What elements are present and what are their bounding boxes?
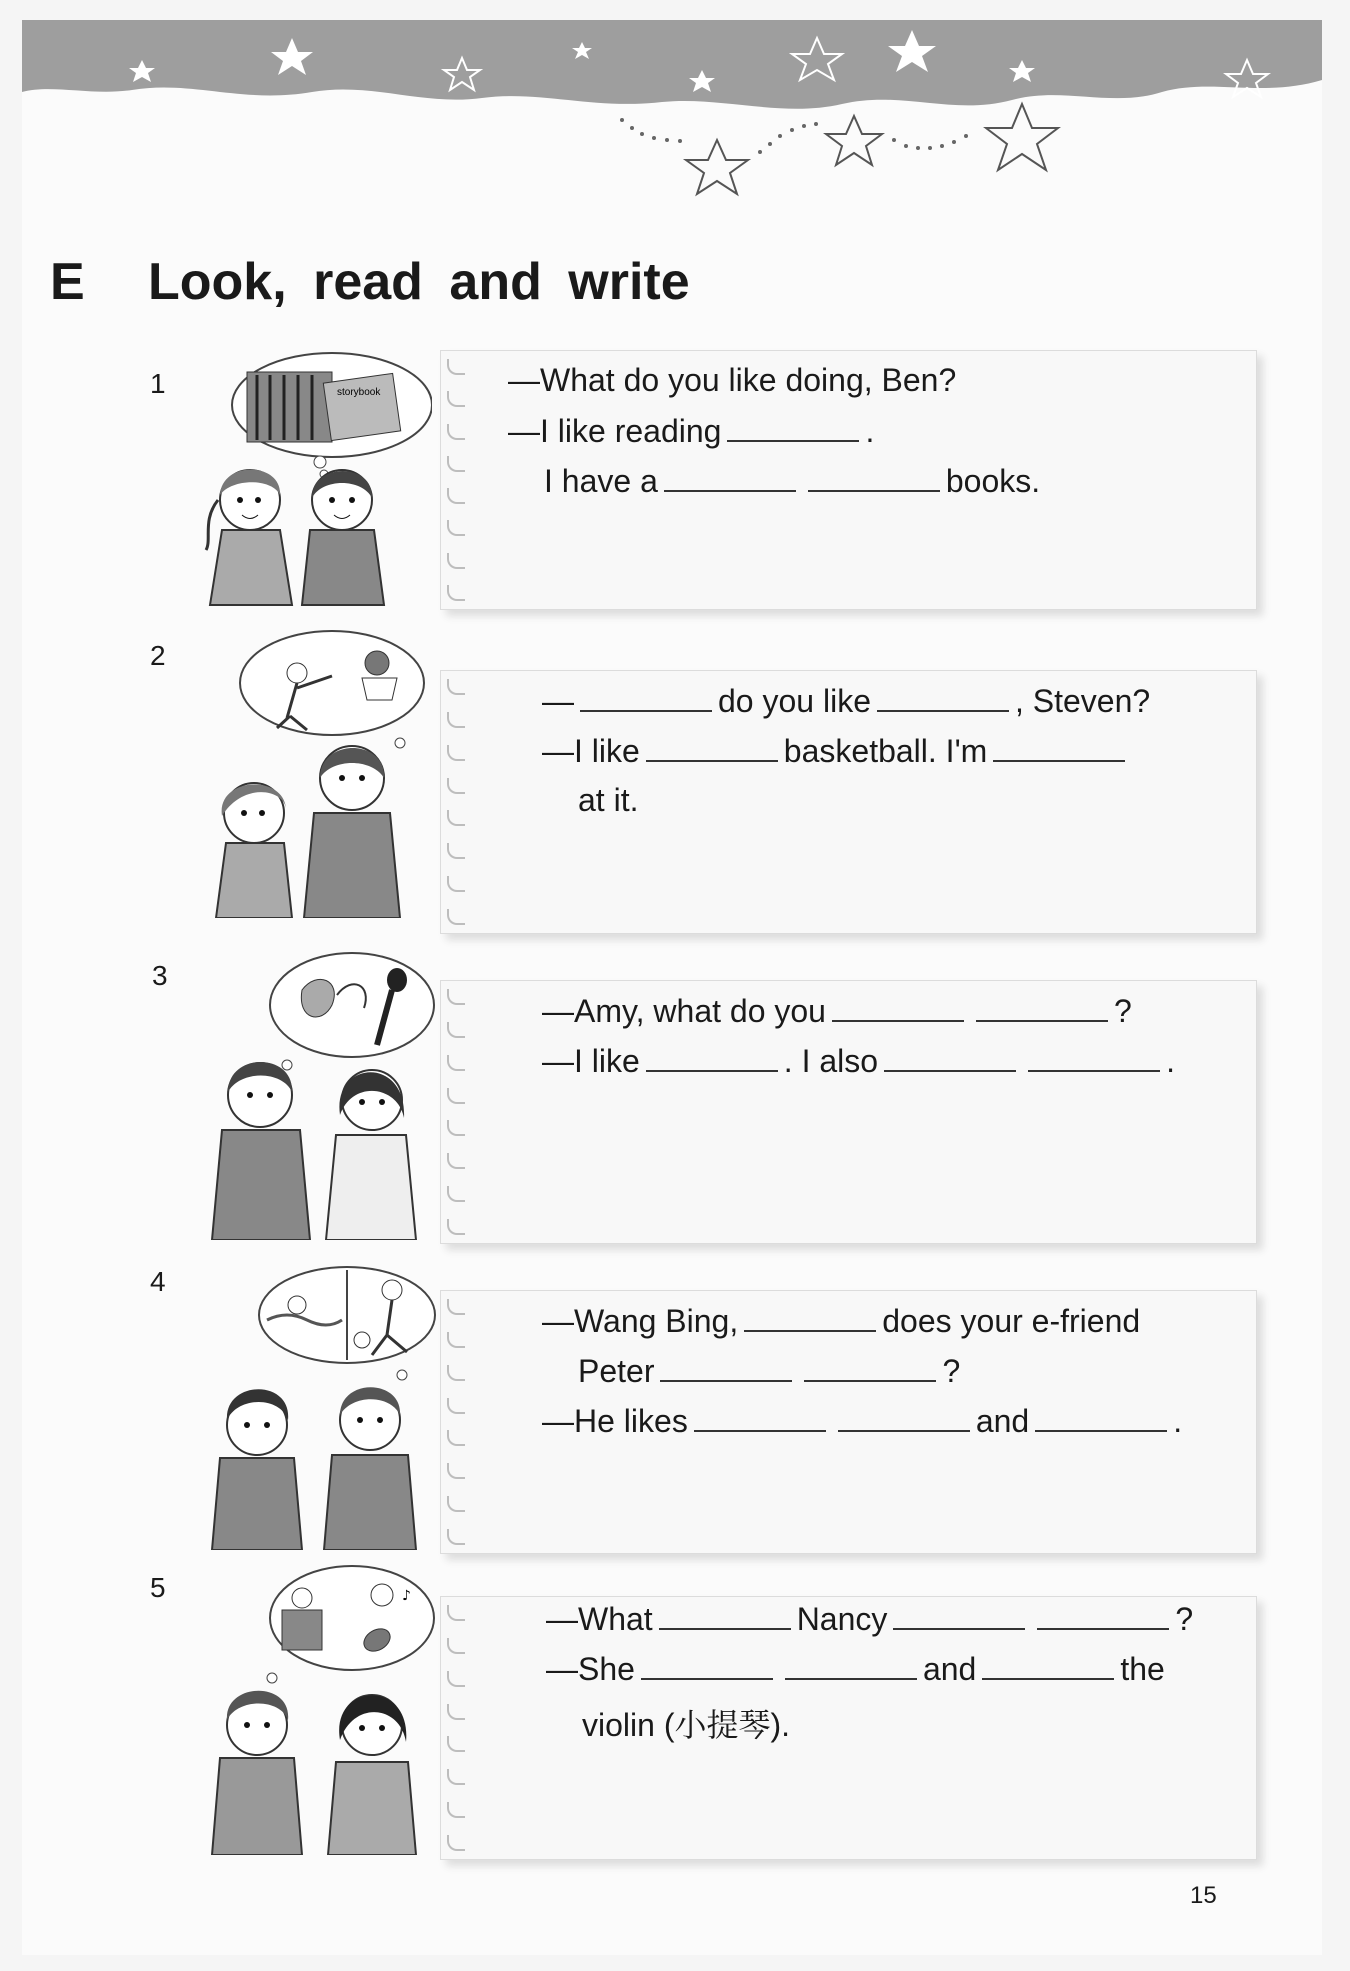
dialogue-line: —What Nancy ? <box>546 1601 1194 1637</box>
answer-blank[interactable] <box>804 1352 936 1382</box>
dialogue-line: —I like . I also . <box>542 1043 1175 1079</box>
answer-blank[interactable] <box>744 1302 876 1332</box>
spiral-binding <box>447 359 481 601</box>
answer-blank[interactable] <box>993 732 1125 762</box>
answer-blank[interactable] <box>580 682 712 712</box>
dialogue-line: —I like basketball. I'm <box>542 732 1131 770</box>
answer-blank[interactable] <box>660 1352 792 1382</box>
exercise-number: 2 <box>150 640 166 671</box>
dialogue-line: —She and the <box>546 1651 1165 1687</box>
exercise-2-illustration <box>202 628 432 918</box>
section-title: Look, read and write <box>148 253 690 311</box>
dialogue-line: —Amy, what do you ? <box>542 993 1132 1029</box>
storybook-label: storybook <box>337 387 381 398</box>
workbook-page <box>22 20 1322 1955</box>
answer-blank[interactable] <box>664 462 796 492</box>
dialogue-line: —I like reading . <box>508 413 875 449</box>
spiral-binding <box>447 1605 481 1851</box>
answer-blank[interactable] <box>808 462 940 492</box>
exercise-number: 3 <box>152 960 168 991</box>
answer-blank[interactable] <box>838 1402 970 1432</box>
answer-blank[interactable] <box>976 992 1108 1022</box>
exercise-5-illustration <box>202 1560 442 1855</box>
dialogue-line: —He likes and . <box>542 1403 1183 1439</box>
dialogue-line: —What do you like doing, Ben? <box>508 362 957 398</box>
exercise-number: 4 <box>150 1266 166 1297</box>
answer-blank[interactable] <box>727 412 859 442</box>
exercise-4-illustration <box>202 1260 442 1550</box>
answer-blank[interactable] <box>1035 1402 1167 1432</box>
exercise-1-illustration <box>202 350 432 610</box>
dialogue-line: Peter ? <box>578 1353 961 1389</box>
answer-blank[interactable] <box>785 1650 917 1680</box>
svg-text:♪: ♪ <box>402 1588 411 1604</box>
answer-blank[interactable] <box>1028 1042 1160 1072</box>
answer-blank[interactable] <box>982 1650 1114 1680</box>
dialogue-line: violin (小提琴). <box>582 1707 791 1743</box>
answer-blank[interactable] <box>832 992 964 1022</box>
answer-blank[interactable] <box>659 1600 791 1630</box>
dialogue-line: I have a books. <box>544 463 1041 499</box>
exercise-3-illustration <box>202 950 442 1240</box>
spiral-binding <box>447 679 481 925</box>
section-letter: E <box>50 253 86 311</box>
exercise-number: 1 <box>150 368 166 399</box>
dialogue-line: at it. <box>578 782 639 818</box>
spiral-binding <box>447 989 481 1235</box>
answer-blank[interactable] <box>646 732 778 762</box>
dialogue-line: —Wang Bing, does your e-friend <box>542 1303 1141 1339</box>
answer-blank[interactable] <box>877 682 1009 712</box>
answer-blank[interactable] <box>893 1600 1025 1630</box>
page-number: 15 <box>1190 1882 1217 1909</box>
exercise-number: 5 <box>150 1572 166 1603</box>
answer-blank[interactable] <box>694 1402 826 1432</box>
dialogue-line: — do you like , Steven? <box>542 683 1151 719</box>
answer-blank[interactable] <box>884 1042 1016 1072</box>
answer-blank[interactable] <box>646 1042 778 1072</box>
answer-blank[interactable] <box>641 1650 773 1680</box>
header-stars-band <box>22 20 1322 240</box>
answer-blank[interactable] <box>1037 1600 1169 1630</box>
spiral-binding <box>447 1299 481 1545</box>
